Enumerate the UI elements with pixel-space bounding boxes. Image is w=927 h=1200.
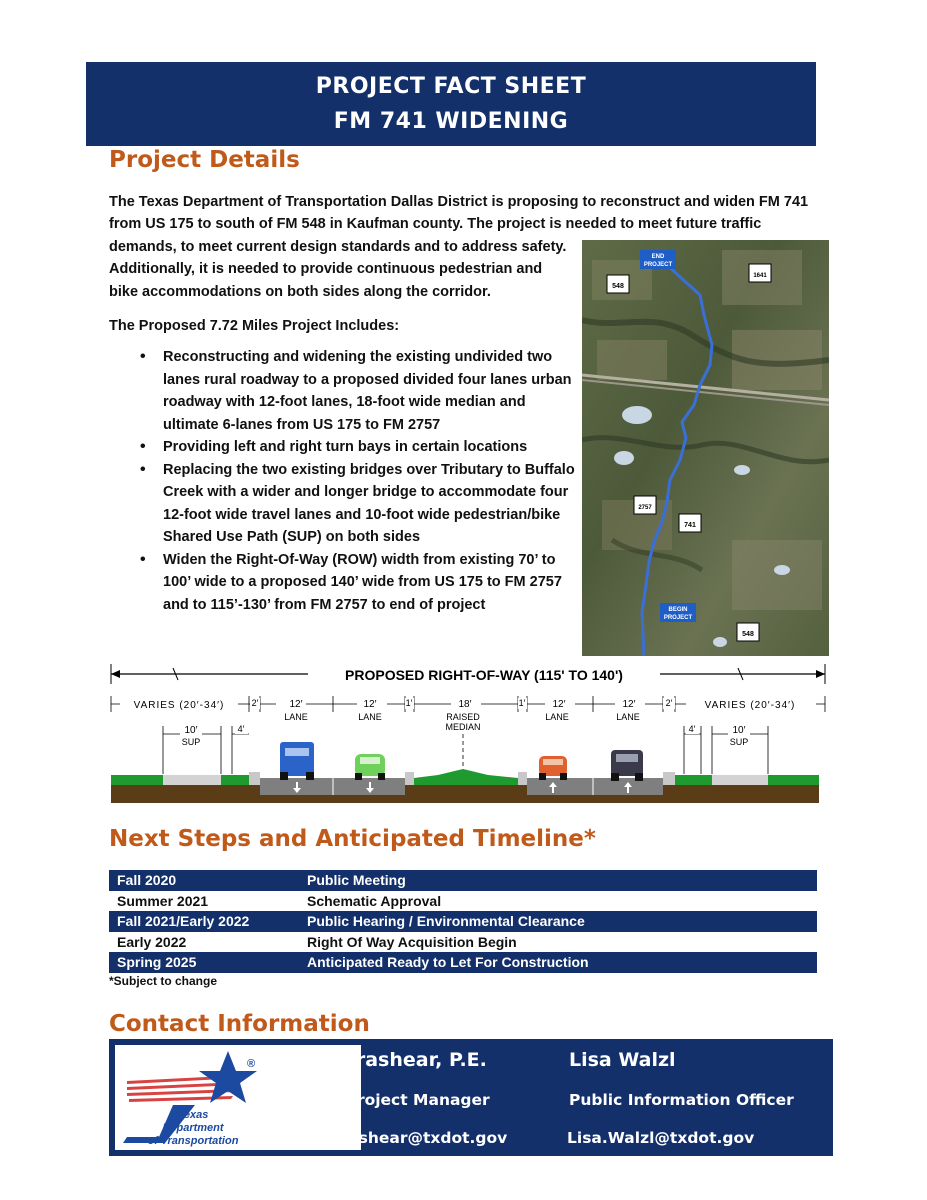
intro-line-2: from US 175 to south of FM 548 in Kaufman county. The project is needed to meet future traffic [109, 216, 762, 232]
logo-text-line3: of Transportation [147, 1135, 239, 1147]
dim-label: 12′ [289, 699, 303, 710]
cross-section-graphic [108, 662, 828, 807]
truck-icon [280, 742, 314, 780]
timeline-event: Schematic Approval [307, 892, 442, 909]
timeline-date: Spring 2025 [117, 954, 197, 970]
dim-label: 1′ [405, 698, 413, 708]
dim-label: 2′ [251, 698, 259, 708]
timeline-event: Anticipated Ready to Let For Construction [307, 954, 589, 970]
highway-shield-icon [737, 623, 759, 641]
registered-mark: ® [247, 1058, 256, 1070]
contact-email-link[interactable]: Edra.Brashear@txdot.gov [283, 1129, 508, 1147]
typical-cross-section [108, 662, 828, 807]
list-item: • Reconstructing and widening the existing undivided two lanes rural roadway to a proposed divided four lanes urban roadway with 12-foot lanes, 18-foot wide median and ultimate 6-lanes from US 175 to FM 2757 [135, 346, 575, 436]
contact-name: Lisa Walzl [569, 1049, 676, 1071]
highway-shield-icon [749, 264, 771, 282]
table-row [109, 870, 817, 891]
contact-role: Public Information Officer [569, 1091, 794, 1109]
timeline-event: Right Of Way Acquisition Begin [307, 933, 517, 950]
dim-label: 4′ [688, 724, 696, 734]
lane-label: LANE [358, 712, 382, 722]
table-row [109, 911, 817, 932]
timeline-date: Fall 2021/Early 2022 [117, 913, 250, 929]
timeline-heading: Next Steps and Anticipated Timeline* [109, 826, 596, 852]
svg-text:741: 741 [684, 522, 696, 529]
map-end-label: END [651, 254, 665, 260]
intro-line-5: bike accommodations on both sides along the corridor. [109, 284, 491, 300]
timeline-date: Fall 2020 [117, 872, 177, 888]
timeline-footnote: *Subject to change [109, 974, 218, 988]
list-item: • Widen the Right-Of-Way (ROW) width from existing 70’ to 100’ wide to a proposed 140’ wide from US 175 to FM 2757 and to 115’-130’ from FM 2757 to end of project [135, 549, 575, 617]
lane-label: LANE [284, 712, 308, 722]
highway-shield-icon [679, 514, 701, 532]
map-begin-label-2: PROJECT [663, 615, 693, 621]
dim-label: 18′ [458, 699, 472, 710]
dim-label: 12′ [552, 699, 566, 710]
row-title: PROPOSED RIGHT-OF-WAY (115' TO 140') [345, 667, 623, 683]
dim-label: 1′ [518, 698, 526, 708]
timeline-event: Public Hearing / Environmental Clearance [307, 913, 585, 929]
list-item: • Providing left and right turn bays in certain locations [135, 436, 575, 459]
svg-text:548: 548 [742, 631, 754, 638]
dim-label: 4′ [237, 724, 245, 734]
varies-left-label: VARIES (20′-34′) [133, 700, 225, 711]
project-area-map [582, 240, 829, 656]
sup-label: SUP [181, 737, 201, 747]
contact-role: TxDOT Project Manager [283, 1091, 490, 1109]
lane-label: LANE [616, 712, 640, 722]
timeline-table [109, 870, 817, 973]
timeline-event: Public Meeting [307, 872, 406, 888]
intro-line-1: The Texas Department of Transportation Dallas District is proposing to reconstruct and widen FM 741 [109, 194, 809, 210]
header-banner [86, 62, 816, 146]
dim-label: 12′ [363, 699, 377, 710]
project-scope-list [135, 346, 575, 616]
contact-heading: Contact Information [109, 1011, 370, 1037]
header-subtitle: FM 741 WIDENING [333, 109, 569, 134]
dim-label: 12′ [622, 699, 636, 710]
car-icon [539, 756, 567, 780]
car-icon [355, 754, 385, 780]
dim-label: 10′ [732, 725, 746, 736]
table-row [109, 952, 817, 973]
project-details-heading: Project Details [109, 147, 300, 173]
highway-shield-icon [607, 275, 629, 293]
contact-email-link[interactable]: Lisa.Walzl@txdot.gov [567, 1129, 755, 1147]
includes-heading: The Proposed 7.72 Miles Project Includes: [109, 318, 400, 334]
map-begin-label: BEGIN [668, 607, 688, 613]
svg-text:2757: 2757 [638, 505, 652, 511]
logo-text-line1: Texas [177, 1109, 209, 1121]
dim-label: 10′ [184, 725, 198, 736]
dim-label: 2′ [665, 698, 673, 708]
map-end-label-2: PROJECT [643, 262, 673, 268]
lane-label: LANE [545, 712, 569, 722]
intro-line-4: Additionally, it is needed to provide continuous pedestrian and [109, 261, 543, 277]
svg-text:1641: 1641 [753, 273, 767, 279]
table-row [109, 932, 817, 953]
contact-panel [109, 1039, 833, 1156]
svg-text:548: 548 [612, 283, 624, 290]
table-row [109, 891, 817, 912]
aerial-map-graphic [582, 240, 829, 656]
list-item: • Replacing the two existing bridges over Tributary to Buffalo Creek with a wider and longer bridge to accommodate four 12-foot wide travel lanes and 10-foot wide pedestrian/bike Shared Use Path (SUP) on both sides [135, 459, 575, 549]
contact-name: Edra Brashear, P.E. [286, 1049, 487, 1071]
highway-shield-icon [634, 496, 656, 514]
sup-label: SUP [729, 737, 749, 747]
median-label: RAISED [446, 712, 480, 722]
timeline-date: Summer 2021 [117, 892, 209, 909]
timeline-date: Early 2022 [117, 933, 187, 950]
header-title: PROJECT FACT SHEET [315, 74, 587, 99]
intro-line-3: demands, to meet current design standards and to address safety. [109, 239, 567, 255]
median-label-2: MEDIAN [445, 722, 481, 732]
varies-right-label: VARIES (20′-34′) [704, 700, 796, 711]
logo-text-line2: Department [162, 1122, 224, 1134]
suv-icon [611, 750, 643, 781]
